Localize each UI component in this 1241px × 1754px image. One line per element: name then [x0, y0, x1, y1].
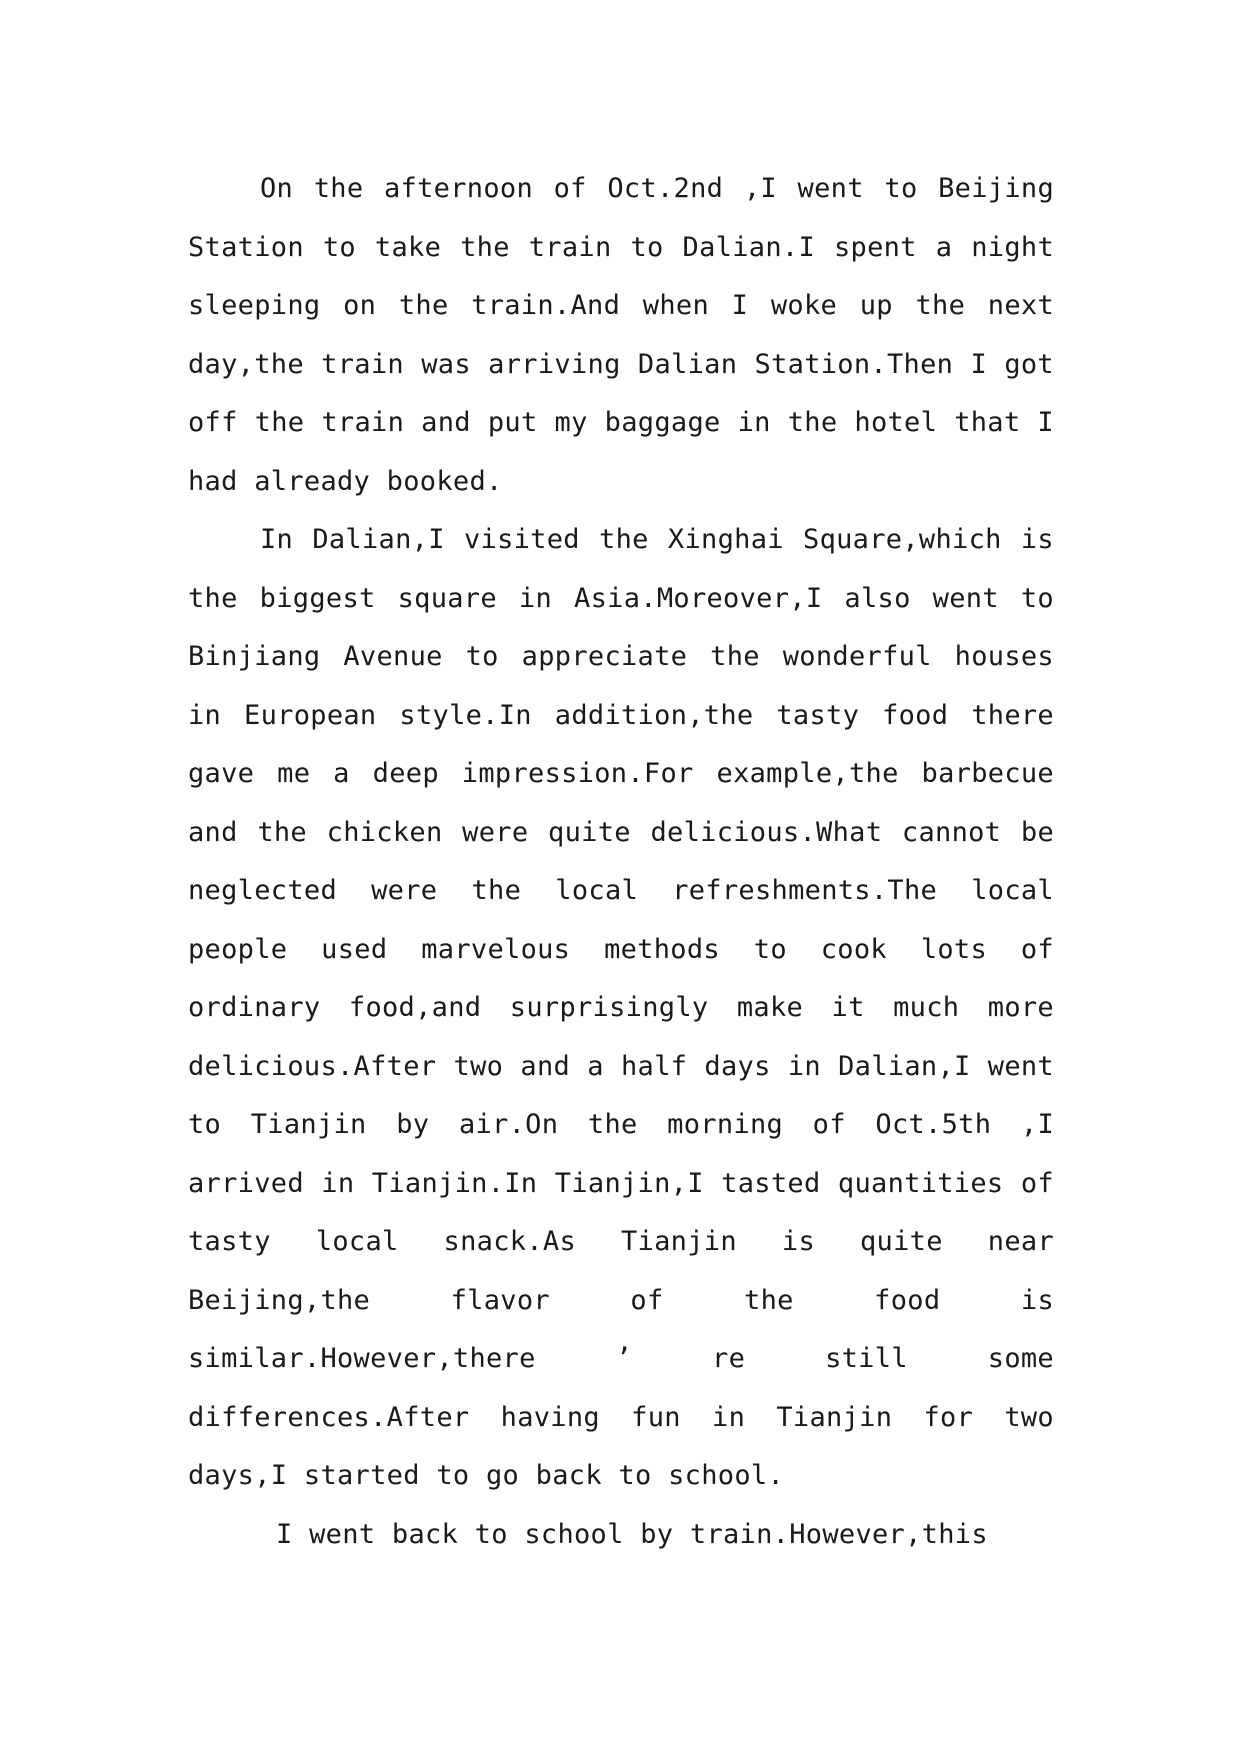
- paragraph-3: I went back to school by train.However,this: [276, 1518, 988, 1550]
- paragraph-2: In Dalian,I visited the Xinghai Square,which is the biggest square in Asia.Moreover,I also went to Binjiang Avenue to appreciate the wonderful houses in European style.In addition,the tasty food there gave me a deep impression.For example,the barbecue and the chicken were quite delicious.What cannot be neglected were the local refreshments.The local people used marvelous methods to cook lots of ordinary food,and surprisingly make it much more delicious.After two and a half days in Dalian,I went to Tianjin by air.On the morning of Oct.5th ,I arrived in Tianjin.In Tianjin,I tasted quantities of tasty local snack.As Tianjin is quite near Beijing,the flavor of the food is similar.However,there ’ re still some differences.After having fun in Tianjin for two days,I started to go back to school.: [188, 524, 1054, 1491]
- paragraph-1: On the afternoon of Oct.2nd ,I went to Beijing Station to take the train to Dalian.I spent a night sleeping on the train.And when I woke up the next day,the train was arriving Dalian Station.Then I got off the train and put my baggage in the hotel that I had already booked.: [188, 173, 1054, 497]
- document-body: [188, 160, 1054, 1564]
